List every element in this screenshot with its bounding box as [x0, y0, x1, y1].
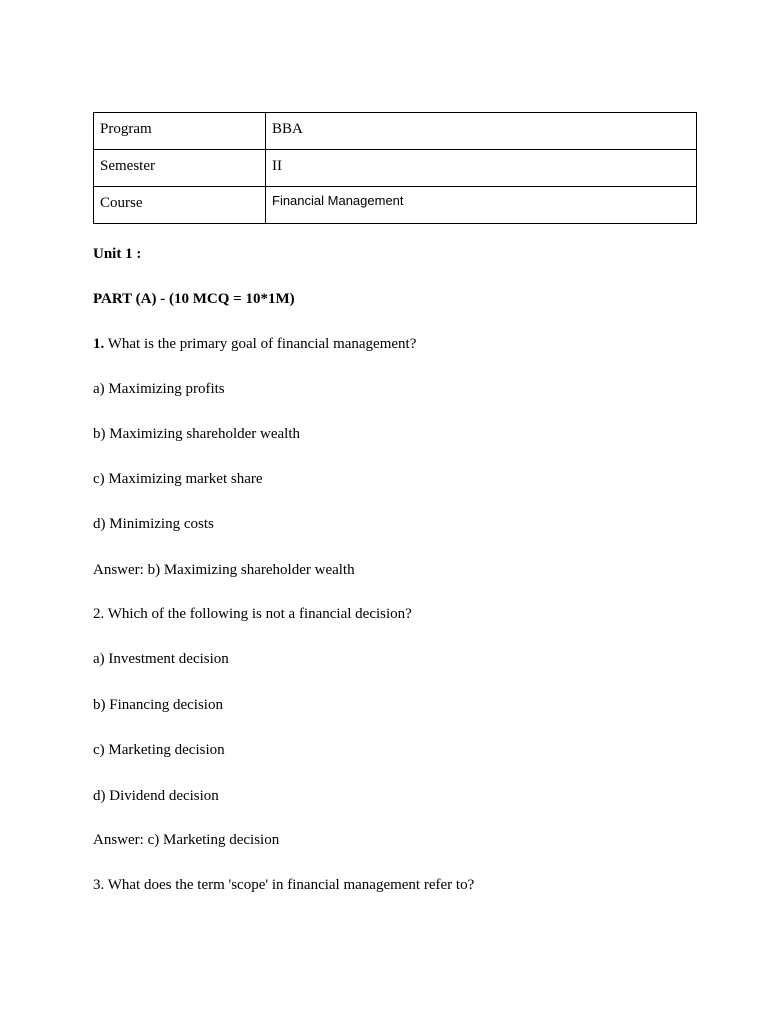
semester-label: Semester	[94, 150, 266, 187]
unit-heading: Unit 1 :	[93, 246, 142, 262]
question-3: 3. What does the term 'scope' in financial management refer to?	[93, 877, 475, 893]
course-value: Financial Management	[266, 187, 697, 224]
course-info-table	[93, 112, 697, 224]
semester-value: II	[266, 150, 697, 187]
part-heading: PART (A) - (10 MCQ = 10*1M)	[93, 291, 295, 307]
question-text: What is the primary goal of financial management?	[104, 336, 417, 352]
course-label: Course	[94, 187, 266, 224]
program-label: Program	[94, 113, 266, 150]
option-d: d) Minimizing costs	[93, 516, 214, 532]
option-a: a) Maximizing profits	[93, 381, 225, 397]
option-b: b) Financing decision	[93, 697, 223, 713]
question-1	[93, 335, 416, 353]
table-row	[94, 150, 697, 187]
program-value: BBA	[266, 113, 697, 150]
option-c: c) Marketing decision	[93, 742, 225, 758]
answer: Answer: b) Maximizing shareholder wealth	[93, 562, 355, 578]
option-b: b) Maximizing shareholder wealth	[93, 426, 301, 442]
option-a: a) Investment decision	[93, 651, 229, 667]
question-number: 1.	[93, 336, 105, 352]
option-c: c) Maximizing market share	[93, 471, 263, 487]
table-row	[94, 187, 697, 224]
option-d: d) Dividend decision	[93, 788, 219, 804]
question-2: 2. Which of the following is not a financial decision?	[93, 606, 412, 622]
table-row	[94, 113, 697, 150]
answer: Answer: c) Marketing decision	[93, 832, 280, 848]
